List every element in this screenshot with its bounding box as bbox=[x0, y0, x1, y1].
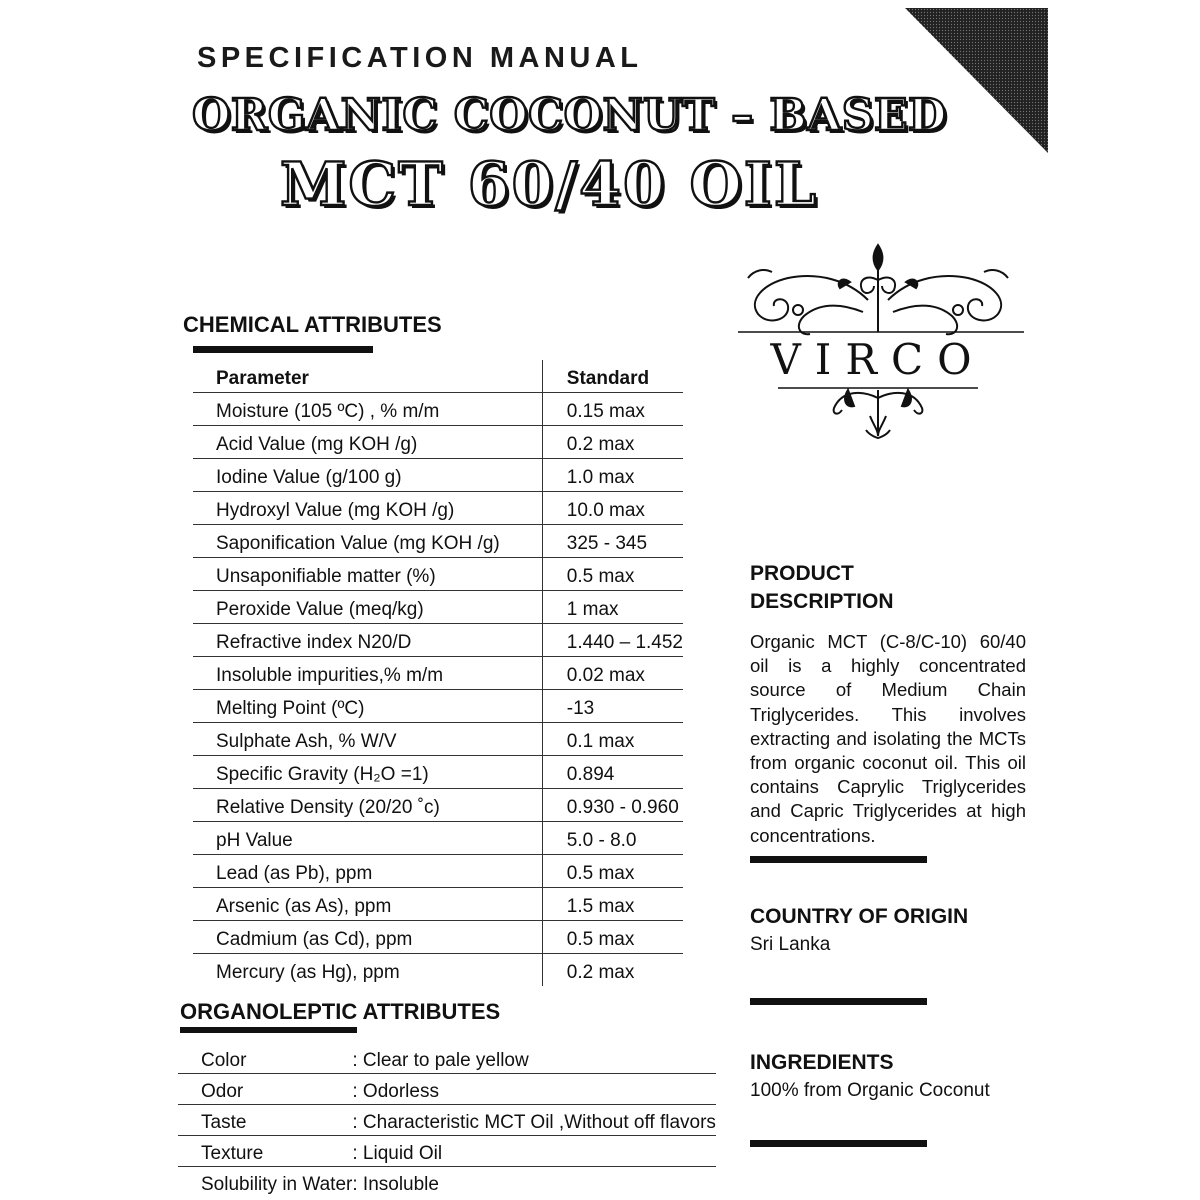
table-header-row bbox=[193, 360, 683, 393]
param-cell: Moisture (105 ºC) , % m/m bbox=[193, 393, 542, 426]
organoleptic-attributes-heading: ORGANOLEPTIC ATTRIBUTES bbox=[180, 999, 501, 1024]
attribute-key: Taste bbox=[178, 1105, 352, 1136]
standard-cell: 0.930 - 0.960 bbox=[542, 789, 683, 822]
table-row bbox=[193, 492, 683, 525]
table-row bbox=[193, 624, 683, 657]
table-row bbox=[193, 690, 683, 723]
table-row bbox=[193, 888, 683, 921]
table-row bbox=[193, 789, 683, 822]
standard-cell: 0.02 max bbox=[542, 657, 683, 690]
standard-cell: -13 bbox=[542, 690, 683, 723]
table-row bbox=[193, 393, 683, 426]
table-row bbox=[193, 657, 683, 690]
document-title-line1: ORGANIC COCONUT – BASED bbox=[192, 90, 947, 141]
heading-underline bbox=[193, 346, 373, 353]
param-cell: Relative Density (20/20 ˚c) bbox=[193, 789, 542, 822]
param-cell: Melting Point (ºC) bbox=[193, 690, 542, 723]
table-row bbox=[178, 1167, 716, 1198]
table-row bbox=[193, 954, 683, 987]
table-row bbox=[193, 459, 683, 492]
attribute-value: : Insoluble bbox=[352, 1174, 439, 1195]
document-title-line2: MCT 60/40 OIL bbox=[280, 150, 819, 220]
attribute-key: Texture bbox=[178, 1136, 352, 1167]
column-header-standard: Standard bbox=[542, 360, 683, 393]
brand-name: VIRCO bbox=[770, 335, 986, 384]
section-divider bbox=[750, 998, 927, 1005]
standard-cell: 0.15 max bbox=[542, 393, 683, 426]
param-cell: Arsenic (as As), ppm bbox=[193, 888, 542, 921]
param-cell: Acid Value (mg KOH /g) bbox=[193, 426, 542, 459]
country-of-origin-value: Sri Lanka bbox=[750, 934, 831, 955]
attribute-key: Odor bbox=[178, 1074, 352, 1105]
param-cell: Insoluble impurities,% m/m bbox=[193, 657, 542, 690]
param-cell: Peroxide Value (meq/kg) bbox=[193, 591, 542, 624]
standard-cell: 1.5 max bbox=[542, 888, 683, 921]
table-row bbox=[178, 1074, 716, 1105]
standard-cell: 5.0 - 8.0 bbox=[542, 822, 683, 855]
table-row bbox=[178, 1043, 716, 1074]
ingredients-heading: INGREDIENTS bbox=[750, 1051, 894, 1074]
corner-triangle-decoration bbox=[905, 8, 1048, 153]
table-row bbox=[178, 1136, 716, 1167]
chemical-attributes-heading: CHEMICAL ATTRIBUTES bbox=[183, 312, 442, 337]
heading-underline bbox=[180, 1027, 357, 1033]
column-header-parameter: Parameter bbox=[193, 360, 542, 393]
standard-cell: 325 - 345 bbox=[542, 525, 683, 558]
standard-cell: 0.1 max bbox=[542, 723, 683, 756]
table-row bbox=[178, 1105, 716, 1136]
standard-cell: 1 max bbox=[542, 591, 683, 624]
standard-cell: 1.0 max bbox=[542, 459, 683, 492]
param-cell: Saponification Value (mg KOH /g) bbox=[193, 525, 542, 558]
param-cell: Specific Gravity (H₂O =1) bbox=[193, 756, 542, 789]
param-cell: Lead (as Pb), ppm bbox=[193, 855, 542, 888]
param-cell: Refractive index N20/D bbox=[193, 624, 542, 657]
standard-cell: 0.5 max bbox=[542, 855, 683, 888]
attribute-value: : Liquid Oil bbox=[352, 1136, 716, 1167]
attribute-value: : Characteristic MCT Oil ,Without off flavors bbox=[352, 1105, 716, 1136]
table-row bbox=[193, 591, 683, 624]
ingredients-value: 100% from Organic Coconut bbox=[750, 1080, 990, 1101]
chemical-attributes-table bbox=[193, 360, 683, 986]
table-row bbox=[193, 756, 683, 789]
standard-cell: 1.440 – 1.452 bbox=[542, 624, 683, 657]
virco-logo bbox=[738, 240, 1028, 450]
product-description-heading-line1: PRODUCT bbox=[750, 562, 854, 585]
attribute-value: : Odorless bbox=[352, 1074, 716, 1105]
attribute-value: : Clear to pale yellow bbox=[352, 1043, 716, 1074]
param-cell: Cadmium (as Cd), ppm bbox=[193, 921, 542, 954]
table-row bbox=[193, 525, 683, 558]
table-row bbox=[193, 558, 683, 591]
section-divider bbox=[750, 856, 927, 863]
param-cell: Mercury (as Hg), ppm bbox=[193, 954, 542, 987]
table-row bbox=[193, 921, 683, 954]
standard-cell: 0.2 max bbox=[542, 426, 683, 459]
product-description-text: Organic MCT (C-8/C-10) 60/40 oil is a highly concentrated source of Medium Chain Triglycerides. This involves extracting and isolating the MCTs from organic coconut oil. This oil contains Caprylic Triglycerides and Capric Triglycerides at high concentrations. bbox=[750, 631, 1026, 846]
attribute-key: Color bbox=[178, 1043, 352, 1074]
param-cell: Unsaponifiable matter (%) bbox=[193, 558, 542, 591]
country-of-origin-heading: COUNTRY OF ORIGIN bbox=[750, 905, 969, 928]
standard-cell: 0.894 bbox=[542, 756, 683, 789]
param-cell: Iodine Value (g/100 g) bbox=[193, 459, 542, 492]
standard-cell: 10.0 max bbox=[542, 492, 683, 525]
document-kicker: SPECIFICATION MANUAL bbox=[197, 42, 643, 74]
organoleptic-attributes-table bbox=[178, 1043, 716, 1197]
table-row bbox=[193, 426, 683, 459]
table-row bbox=[193, 723, 683, 756]
table-row bbox=[193, 855, 683, 888]
param-cell: Sulphate Ash, % W/V bbox=[193, 723, 542, 756]
ornament-icon bbox=[738, 240, 1028, 445]
product-description-heading-line2: DESCRIPTION bbox=[750, 590, 894, 613]
param-cell: pH Value bbox=[193, 822, 542, 855]
standard-cell: 0.2 max bbox=[566, 962, 635, 983]
attribute-key: Solubility in Water bbox=[201, 1174, 353, 1195]
standard-cell: 0.5 max bbox=[542, 921, 683, 954]
section-divider bbox=[750, 1140, 927, 1147]
standard-cell: 0.5 max bbox=[542, 558, 683, 591]
table-row bbox=[193, 822, 683, 855]
param-cell: Hydroxyl Value (mg KOH /g) bbox=[193, 492, 542, 525]
